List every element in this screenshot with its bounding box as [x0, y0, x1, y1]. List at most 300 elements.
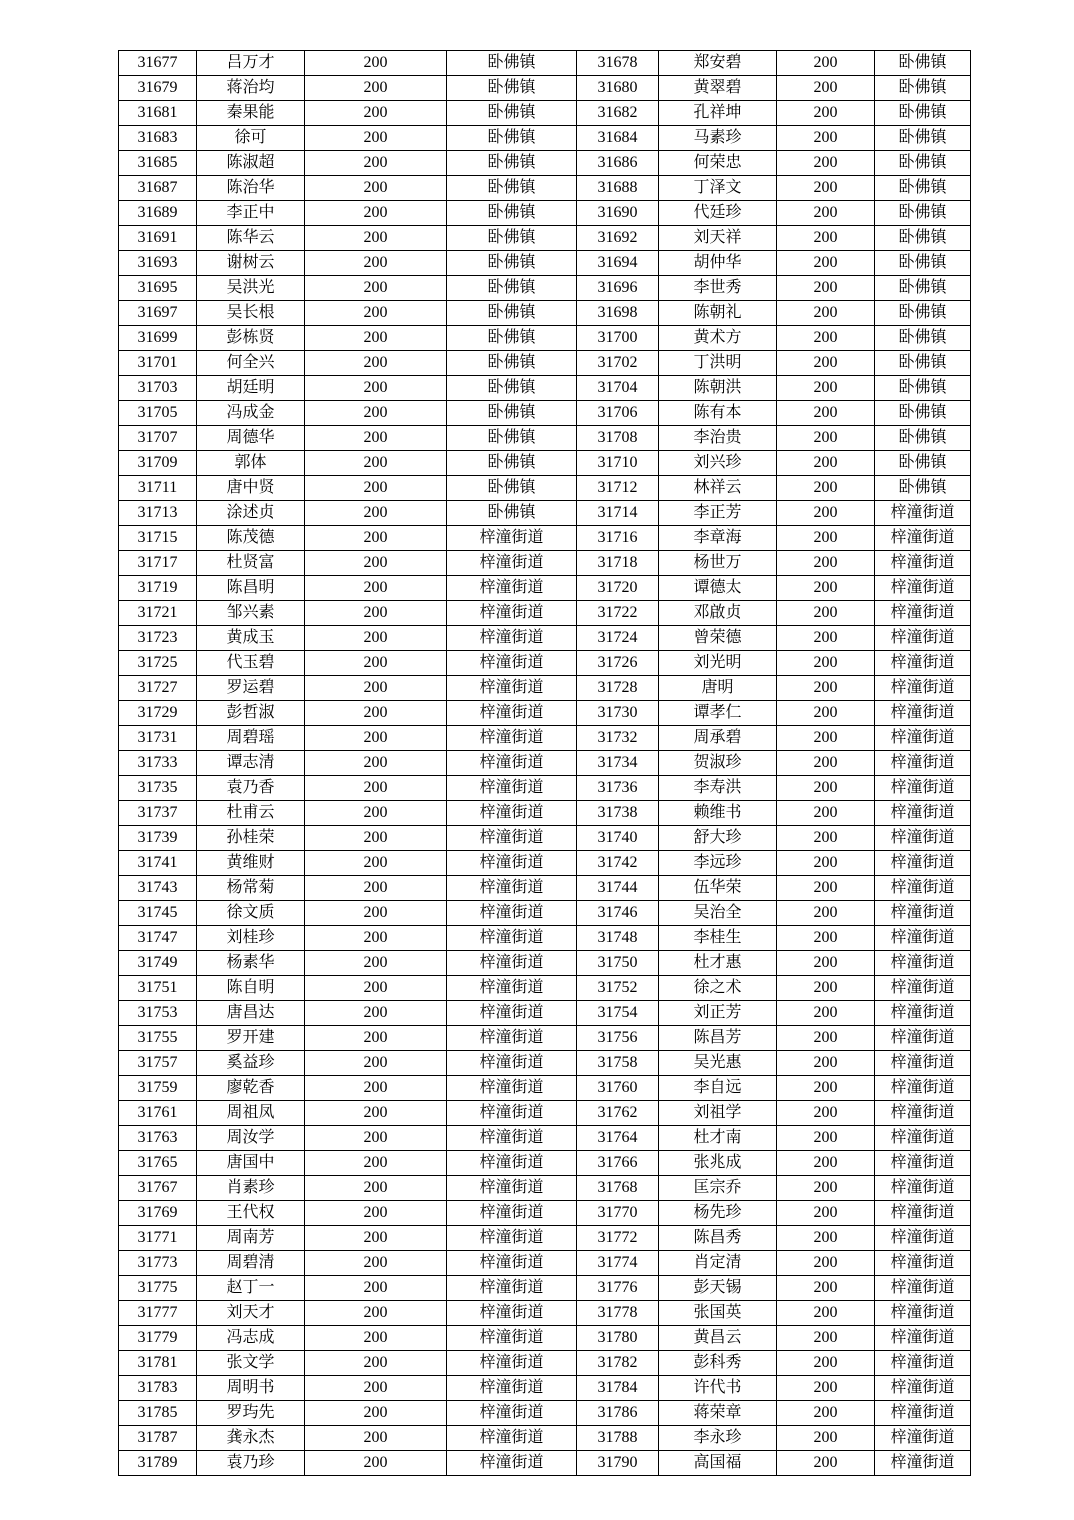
right-township-cell: 梓潼街道	[875, 901, 971, 926]
left-amount-cell: 200	[305, 376, 447, 401]
left-township-cell: 梓潼街道	[447, 851, 577, 876]
left-person-name-cell: 周祖凤	[197, 1101, 305, 1126]
right-record-id-cell: 31744	[577, 876, 659, 901]
table-row	[119, 1401, 971, 1426]
left-person-name-cell: 何全兴	[197, 351, 305, 376]
left-person-name-cell: 杨常菊	[197, 876, 305, 901]
left-township-cell: 梓潼街道	[447, 1401, 577, 1426]
table-row	[119, 1301, 971, 1326]
right-township-cell: 梓潼街道	[875, 1451, 971, 1476]
left-person-name-cell: 唐昌达	[197, 1001, 305, 1026]
right-record-id-cell: 31710	[577, 451, 659, 476]
left-person-name-cell: 周德华	[197, 426, 305, 451]
right-record-id-cell: 31694	[577, 251, 659, 276]
left-person-name-cell: 郭体	[197, 451, 305, 476]
left-amount-cell: 200	[305, 551, 447, 576]
table-row	[119, 476, 971, 501]
right-record-id-cell: 31706	[577, 401, 659, 426]
right-township-cell: 梓潼街道	[875, 1201, 971, 1226]
right-amount-cell: 200	[777, 51, 875, 76]
table-row	[119, 176, 971, 201]
right-amount-cell: 200	[777, 851, 875, 876]
right-person-name-cell: 刘正芳	[659, 1001, 777, 1026]
right-amount-cell: 200	[777, 751, 875, 776]
left-record-id-cell: 31761	[119, 1101, 197, 1126]
table-row	[119, 151, 971, 176]
left-amount-cell: 200	[305, 1176, 447, 1201]
left-amount-cell: 200	[305, 301, 447, 326]
left-person-name-cell: 徐文质	[197, 901, 305, 926]
right-township-cell: 梓潼街道	[875, 726, 971, 751]
right-record-id-cell: 31716	[577, 526, 659, 551]
left-township-cell: 梓潼街道	[447, 901, 577, 926]
table-row	[119, 576, 971, 601]
left-township-cell: 梓潼街道	[447, 1201, 577, 1226]
left-amount-cell: 200	[305, 126, 447, 151]
left-record-id-cell: 31725	[119, 651, 197, 676]
right-record-id-cell: 31684	[577, 126, 659, 151]
left-person-name-cell: 张文学	[197, 1351, 305, 1376]
right-township-cell: 梓潼街道	[875, 701, 971, 726]
table-row	[119, 901, 971, 926]
right-record-id-cell: 31772	[577, 1226, 659, 1251]
right-record-id-cell: 31728	[577, 676, 659, 701]
left-record-id-cell: 31785	[119, 1401, 197, 1426]
right-amount-cell: 200	[777, 601, 875, 626]
right-township-cell: 卧佛镇	[875, 126, 971, 151]
left-amount-cell: 200	[305, 1401, 447, 1426]
left-record-id-cell: 31693	[119, 251, 197, 276]
right-amount-cell: 200	[777, 701, 875, 726]
right-amount-cell: 200	[777, 951, 875, 976]
right-amount-cell: 200	[777, 1101, 875, 1126]
left-record-id-cell: 31737	[119, 801, 197, 826]
left-township-cell: 梓潼街道	[447, 1126, 577, 1151]
right-record-id-cell: 31704	[577, 376, 659, 401]
right-amount-cell: 200	[777, 151, 875, 176]
left-township-cell: 梓潼街道	[447, 576, 577, 601]
left-township-cell: 梓潼街道	[447, 1351, 577, 1376]
left-record-id-cell: 31743	[119, 876, 197, 901]
right-record-id-cell: 31782	[577, 1351, 659, 1376]
left-record-id-cell: 31681	[119, 101, 197, 126]
left-amount-cell: 200	[305, 226, 447, 251]
left-person-name-cell: 陈淑超	[197, 151, 305, 176]
right-township-cell: 梓潼街道	[875, 551, 971, 576]
right-person-name-cell: 林祥云	[659, 476, 777, 501]
right-amount-cell: 200	[777, 726, 875, 751]
right-record-id-cell: 31758	[577, 1051, 659, 1076]
table-row	[119, 1126, 971, 1151]
table-row	[119, 1026, 971, 1051]
right-township-cell: 梓潼街道	[875, 1076, 971, 1101]
table-row	[119, 51, 971, 76]
left-township-cell: 梓潼街道	[447, 801, 577, 826]
right-person-name-cell: 李远珍	[659, 851, 777, 876]
right-amount-cell: 200	[777, 551, 875, 576]
left-record-id-cell: 31739	[119, 826, 197, 851]
table-row	[119, 726, 971, 751]
right-amount-cell: 200	[777, 426, 875, 451]
table-row	[119, 301, 971, 326]
left-township-cell: 卧佛镇	[447, 426, 577, 451]
right-person-name-cell: 许代书	[659, 1376, 777, 1401]
left-amount-cell: 200	[305, 1251, 447, 1276]
right-township-cell: 梓潼街道	[875, 926, 971, 951]
right-township-cell: 梓潼街道	[875, 626, 971, 651]
right-person-name-cell: 刘祖学	[659, 1101, 777, 1126]
right-record-id-cell: 31746	[577, 901, 659, 926]
right-person-name-cell: 孔祥坤	[659, 101, 777, 126]
right-township-cell: 梓潼街道	[875, 676, 971, 701]
left-township-cell: 梓潼街道	[447, 601, 577, 626]
right-township-cell: 梓潼街道	[875, 501, 971, 526]
table-row	[119, 76, 971, 101]
left-township-cell: 卧佛镇	[447, 201, 577, 226]
left-person-name-cell: 杜贤富	[197, 551, 305, 576]
right-record-id-cell: 31714	[577, 501, 659, 526]
right-person-name-cell: 蒋荣章	[659, 1401, 777, 1426]
left-person-name-cell: 黄成玉	[197, 626, 305, 651]
left-record-id-cell: 31755	[119, 1026, 197, 1051]
right-amount-cell: 200	[777, 1276, 875, 1301]
right-record-id-cell: 31750	[577, 951, 659, 976]
right-person-name-cell: 陈有本	[659, 401, 777, 426]
left-township-cell: 卧佛镇	[447, 51, 577, 76]
left-amount-cell: 200	[305, 1101, 447, 1126]
right-record-id-cell: 31742	[577, 851, 659, 876]
right-person-name-cell: 肖定清	[659, 1251, 777, 1276]
right-township-cell: 卧佛镇	[875, 51, 971, 76]
left-township-cell: 梓潼街道	[447, 1451, 577, 1476]
right-person-name-cell: 李世秀	[659, 276, 777, 301]
left-township-cell: 卧佛镇	[447, 301, 577, 326]
left-amount-cell: 200	[305, 1276, 447, 1301]
left-amount-cell: 200	[305, 751, 447, 776]
left-record-id-cell: 31753	[119, 1001, 197, 1026]
right-amount-cell: 200	[777, 1051, 875, 1076]
left-amount-cell: 200	[305, 626, 447, 651]
right-township-cell: 梓潼街道	[875, 601, 971, 626]
left-person-name-cell: 蒋治均	[197, 76, 305, 101]
right-amount-cell: 200	[777, 226, 875, 251]
right-person-name-cell: 高国福	[659, 1451, 777, 1476]
left-record-id-cell: 31777	[119, 1301, 197, 1326]
left-township-cell: 卧佛镇	[447, 476, 577, 501]
left-township-cell: 卧佛镇	[447, 401, 577, 426]
table-row	[119, 1051, 971, 1076]
right-township-cell: 梓潼街道	[875, 851, 971, 876]
right-amount-cell: 200	[777, 351, 875, 376]
right-record-id-cell: 31764	[577, 1126, 659, 1151]
left-township-cell: 梓潼街道	[447, 1426, 577, 1451]
left-amount-cell: 200	[305, 1351, 447, 1376]
left-record-id-cell: 31771	[119, 1226, 197, 1251]
left-amount-cell: 200	[305, 576, 447, 601]
table-row	[119, 826, 971, 851]
left-record-id-cell: 31747	[119, 926, 197, 951]
right-person-name-cell: 黄翠碧	[659, 76, 777, 101]
table-row	[119, 1326, 971, 1351]
left-record-id-cell: 31683	[119, 126, 197, 151]
roster-table	[118, 50, 971, 1476]
left-township-cell: 梓潼街道	[447, 676, 577, 701]
left-person-name-cell: 谭志清	[197, 751, 305, 776]
right-township-cell: 梓潼街道	[875, 1126, 971, 1151]
right-township-cell: 梓潼街道	[875, 1176, 971, 1201]
right-amount-cell: 200	[777, 1376, 875, 1401]
right-record-id-cell: 31700	[577, 326, 659, 351]
right-township-cell: 卧佛镇	[875, 251, 971, 276]
table-row	[119, 851, 971, 876]
left-record-id-cell: 31767	[119, 1176, 197, 1201]
left-record-id-cell: 31679	[119, 76, 197, 101]
right-person-name-cell: 刘光明	[659, 651, 777, 676]
left-person-name-cell: 邹兴素	[197, 601, 305, 626]
left-township-cell: 梓潼街道	[447, 1151, 577, 1176]
right-record-id-cell: 31780	[577, 1326, 659, 1351]
roster-body	[119, 51, 971, 1476]
left-township-cell: 梓潼街道	[447, 1301, 577, 1326]
right-record-id-cell: 31708	[577, 426, 659, 451]
right-person-name-cell: 李永珍	[659, 1426, 777, 1451]
left-person-name-cell: 代玉碧	[197, 651, 305, 676]
table-row	[119, 101, 971, 126]
left-township-cell: 卧佛镇	[447, 351, 577, 376]
left-township-cell: 梓潼街道	[447, 1276, 577, 1301]
table-row	[119, 201, 971, 226]
right-township-cell: 梓潼街道	[875, 1001, 971, 1026]
left-amount-cell: 200	[305, 676, 447, 701]
left-record-id-cell: 31715	[119, 526, 197, 551]
right-record-id-cell: 31760	[577, 1076, 659, 1101]
right-record-id-cell: 31778	[577, 1301, 659, 1326]
right-amount-cell: 200	[777, 976, 875, 1001]
right-person-name-cell: 赖维书	[659, 801, 777, 826]
right-township-cell: 卧佛镇	[875, 451, 971, 476]
left-amount-cell: 200	[305, 926, 447, 951]
table-row	[119, 126, 971, 151]
right-township-cell: 卧佛镇	[875, 201, 971, 226]
left-amount-cell: 200	[305, 351, 447, 376]
left-record-id-cell: 31705	[119, 401, 197, 426]
right-amount-cell: 200	[777, 1251, 875, 1276]
right-amount-cell: 200	[777, 126, 875, 151]
left-record-id-cell: 31733	[119, 751, 197, 776]
right-person-name-cell: 杜才南	[659, 1126, 777, 1151]
right-amount-cell: 200	[777, 651, 875, 676]
left-amount-cell: 200	[305, 476, 447, 501]
right-record-id-cell: 31678	[577, 51, 659, 76]
left-township-cell: 梓潼街道	[447, 776, 577, 801]
right-township-cell: 卧佛镇	[875, 276, 971, 301]
table-row	[119, 451, 971, 476]
right-township-cell: 梓潼街道	[875, 826, 971, 851]
right-amount-cell: 200	[777, 901, 875, 926]
left-person-name-cell: 杜甫云	[197, 801, 305, 826]
right-record-id-cell: 31770	[577, 1201, 659, 1226]
table-row	[119, 1076, 971, 1101]
left-person-name-cell: 袁乃珍	[197, 1451, 305, 1476]
right-person-name-cell: 黄术方	[659, 326, 777, 351]
right-amount-cell: 200	[777, 451, 875, 476]
left-record-id-cell: 31707	[119, 426, 197, 451]
table-row	[119, 1101, 971, 1126]
left-person-name-cell: 黄维财	[197, 851, 305, 876]
left-township-cell: 梓潼街道	[447, 1026, 577, 1051]
left-township-cell: 梓潼街道	[447, 726, 577, 751]
left-person-name-cell: 肖素珍	[197, 1176, 305, 1201]
right-record-id-cell: 31702	[577, 351, 659, 376]
left-person-name-cell: 陈治华	[197, 176, 305, 201]
right-person-name-cell: 邓啟贞	[659, 601, 777, 626]
left-amount-cell: 200	[305, 701, 447, 726]
left-amount-cell: 200	[305, 51, 447, 76]
table-row	[119, 1426, 971, 1451]
left-township-cell: 卧佛镇	[447, 151, 577, 176]
left-amount-cell: 200	[305, 76, 447, 101]
left-amount-cell: 200	[305, 1376, 447, 1401]
right-township-cell: 卧佛镇	[875, 151, 971, 176]
left-township-cell: 梓潼街道	[447, 1001, 577, 1026]
left-township-cell: 梓潼街道	[447, 701, 577, 726]
right-person-name-cell: 匡宗乔	[659, 1176, 777, 1201]
right-record-id-cell: 31756	[577, 1026, 659, 1051]
right-amount-cell: 200	[777, 876, 875, 901]
right-amount-cell: 200	[777, 326, 875, 351]
left-person-name-cell: 陈茂德	[197, 526, 305, 551]
left-person-name-cell: 徐可	[197, 126, 305, 151]
table-row	[119, 1176, 971, 1201]
right-amount-cell: 200	[777, 76, 875, 101]
left-person-name-cell: 周碧瑶	[197, 726, 305, 751]
left-person-name-cell: 王代权	[197, 1201, 305, 1226]
right-township-cell: 卧佛镇	[875, 301, 971, 326]
left-amount-cell: 200	[305, 1076, 447, 1101]
left-record-id-cell: 31787	[119, 1426, 197, 1451]
left-person-name-cell: 刘天才	[197, 1301, 305, 1326]
left-record-id-cell: 31769	[119, 1201, 197, 1226]
left-record-id-cell: 31699	[119, 326, 197, 351]
table-row	[119, 1376, 971, 1401]
table-row	[119, 501, 971, 526]
right-record-id-cell: 31774	[577, 1251, 659, 1276]
right-amount-cell: 200	[777, 626, 875, 651]
right-record-id-cell: 31776	[577, 1276, 659, 1301]
right-person-name-cell: 李章海	[659, 526, 777, 551]
right-person-name-cell: 杨先珍	[659, 1201, 777, 1226]
right-record-id-cell: 31690	[577, 201, 659, 226]
right-amount-cell: 200	[777, 1176, 875, 1201]
right-township-cell: 梓潼街道	[875, 1251, 971, 1276]
left-person-name-cell: 周明书	[197, 1376, 305, 1401]
table-row	[119, 776, 971, 801]
left-record-id-cell: 31721	[119, 601, 197, 626]
right-amount-cell: 200	[777, 1226, 875, 1251]
left-township-cell: 梓潼街道	[447, 551, 577, 576]
left-township-cell: 卧佛镇	[447, 226, 577, 251]
left-person-name-cell: 彭栋贤	[197, 326, 305, 351]
right-township-cell: 梓潼街道	[875, 1026, 971, 1051]
left-record-id-cell: 31713	[119, 501, 197, 526]
left-record-id-cell: 31741	[119, 851, 197, 876]
right-person-name-cell: 杜才惠	[659, 951, 777, 976]
left-amount-cell: 200	[305, 1451, 447, 1476]
right-township-cell: 卧佛镇	[875, 76, 971, 101]
right-township-cell: 梓潼街道	[875, 1051, 971, 1076]
right-amount-cell: 200	[777, 1451, 875, 1476]
right-amount-cell: 200	[777, 251, 875, 276]
left-record-id-cell: 31783	[119, 1376, 197, 1401]
left-township-cell: 梓潼街道	[447, 1051, 577, 1076]
right-record-id-cell: 31738	[577, 801, 659, 826]
table-row	[119, 551, 971, 576]
right-record-id-cell: 31766	[577, 1151, 659, 1176]
left-person-name-cell: 陈昌明	[197, 576, 305, 601]
left-amount-cell: 200	[305, 651, 447, 676]
right-township-cell: 梓潼街道	[875, 1301, 971, 1326]
left-person-name-cell: 龚永杰	[197, 1426, 305, 1451]
left-amount-cell: 200	[305, 1026, 447, 1051]
left-township-cell: 卧佛镇	[447, 376, 577, 401]
table-row	[119, 926, 971, 951]
right-amount-cell: 200	[777, 101, 875, 126]
right-record-id-cell: 31696	[577, 276, 659, 301]
left-township-cell: 梓潼街道	[447, 1226, 577, 1251]
right-person-name-cell: 伍华荣	[659, 876, 777, 901]
right-person-name-cell: 刘天祥	[659, 226, 777, 251]
table-row	[119, 876, 971, 901]
left-township-cell: 梓潼街道	[447, 1326, 577, 1351]
left-record-id-cell: 31711	[119, 476, 197, 501]
left-township-cell: 卧佛镇	[447, 451, 577, 476]
left-person-name-cell: 周汝学	[197, 1126, 305, 1151]
left-township-cell: 卧佛镇	[447, 276, 577, 301]
left-record-id-cell: 31727	[119, 676, 197, 701]
left-person-name-cell: 吕万才	[197, 51, 305, 76]
right-record-id-cell: 31740	[577, 826, 659, 851]
left-person-name-cell: 吴长根	[197, 301, 305, 326]
left-amount-cell: 200	[305, 876, 447, 901]
right-person-name-cell: 张兆成	[659, 1151, 777, 1176]
right-person-name-cell: 马素珍	[659, 126, 777, 151]
left-record-id-cell: 31763	[119, 1126, 197, 1151]
right-amount-cell: 200	[777, 1426, 875, 1451]
right-person-name-cell: 刘兴珍	[659, 451, 777, 476]
left-amount-cell: 200	[305, 826, 447, 851]
table-row	[119, 276, 971, 301]
right-amount-cell: 200	[777, 1126, 875, 1151]
left-amount-cell: 200	[305, 776, 447, 801]
left-township-cell: 梓潼街道	[447, 651, 577, 676]
left-person-name-cell: 袁乃香	[197, 776, 305, 801]
left-amount-cell: 200	[305, 276, 447, 301]
table-row	[119, 1451, 971, 1476]
right-township-cell: 梓潼街道	[875, 751, 971, 776]
right-record-id-cell: 31712	[577, 476, 659, 501]
left-record-id-cell: 31717	[119, 551, 197, 576]
left-amount-cell: 200	[305, 251, 447, 276]
left-person-name-cell: 刘桂珍	[197, 926, 305, 951]
right-record-id-cell: 31790	[577, 1451, 659, 1476]
right-record-id-cell: 31726	[577, 651, 659, 676]
right-amount-cell: 200	[777, 201, 875, 226]
left-amount-cell: 200	[305, 1151, 447, 1176]
left-amount-cell: 200	[305, 1226, 447, 1251]
left-township-cell: 梓潼街道	[447, 751, 577, 776]
table-row	[119, 951, 971, 976]
left-amount-cell: 200	[305, 501, 447, 526]
